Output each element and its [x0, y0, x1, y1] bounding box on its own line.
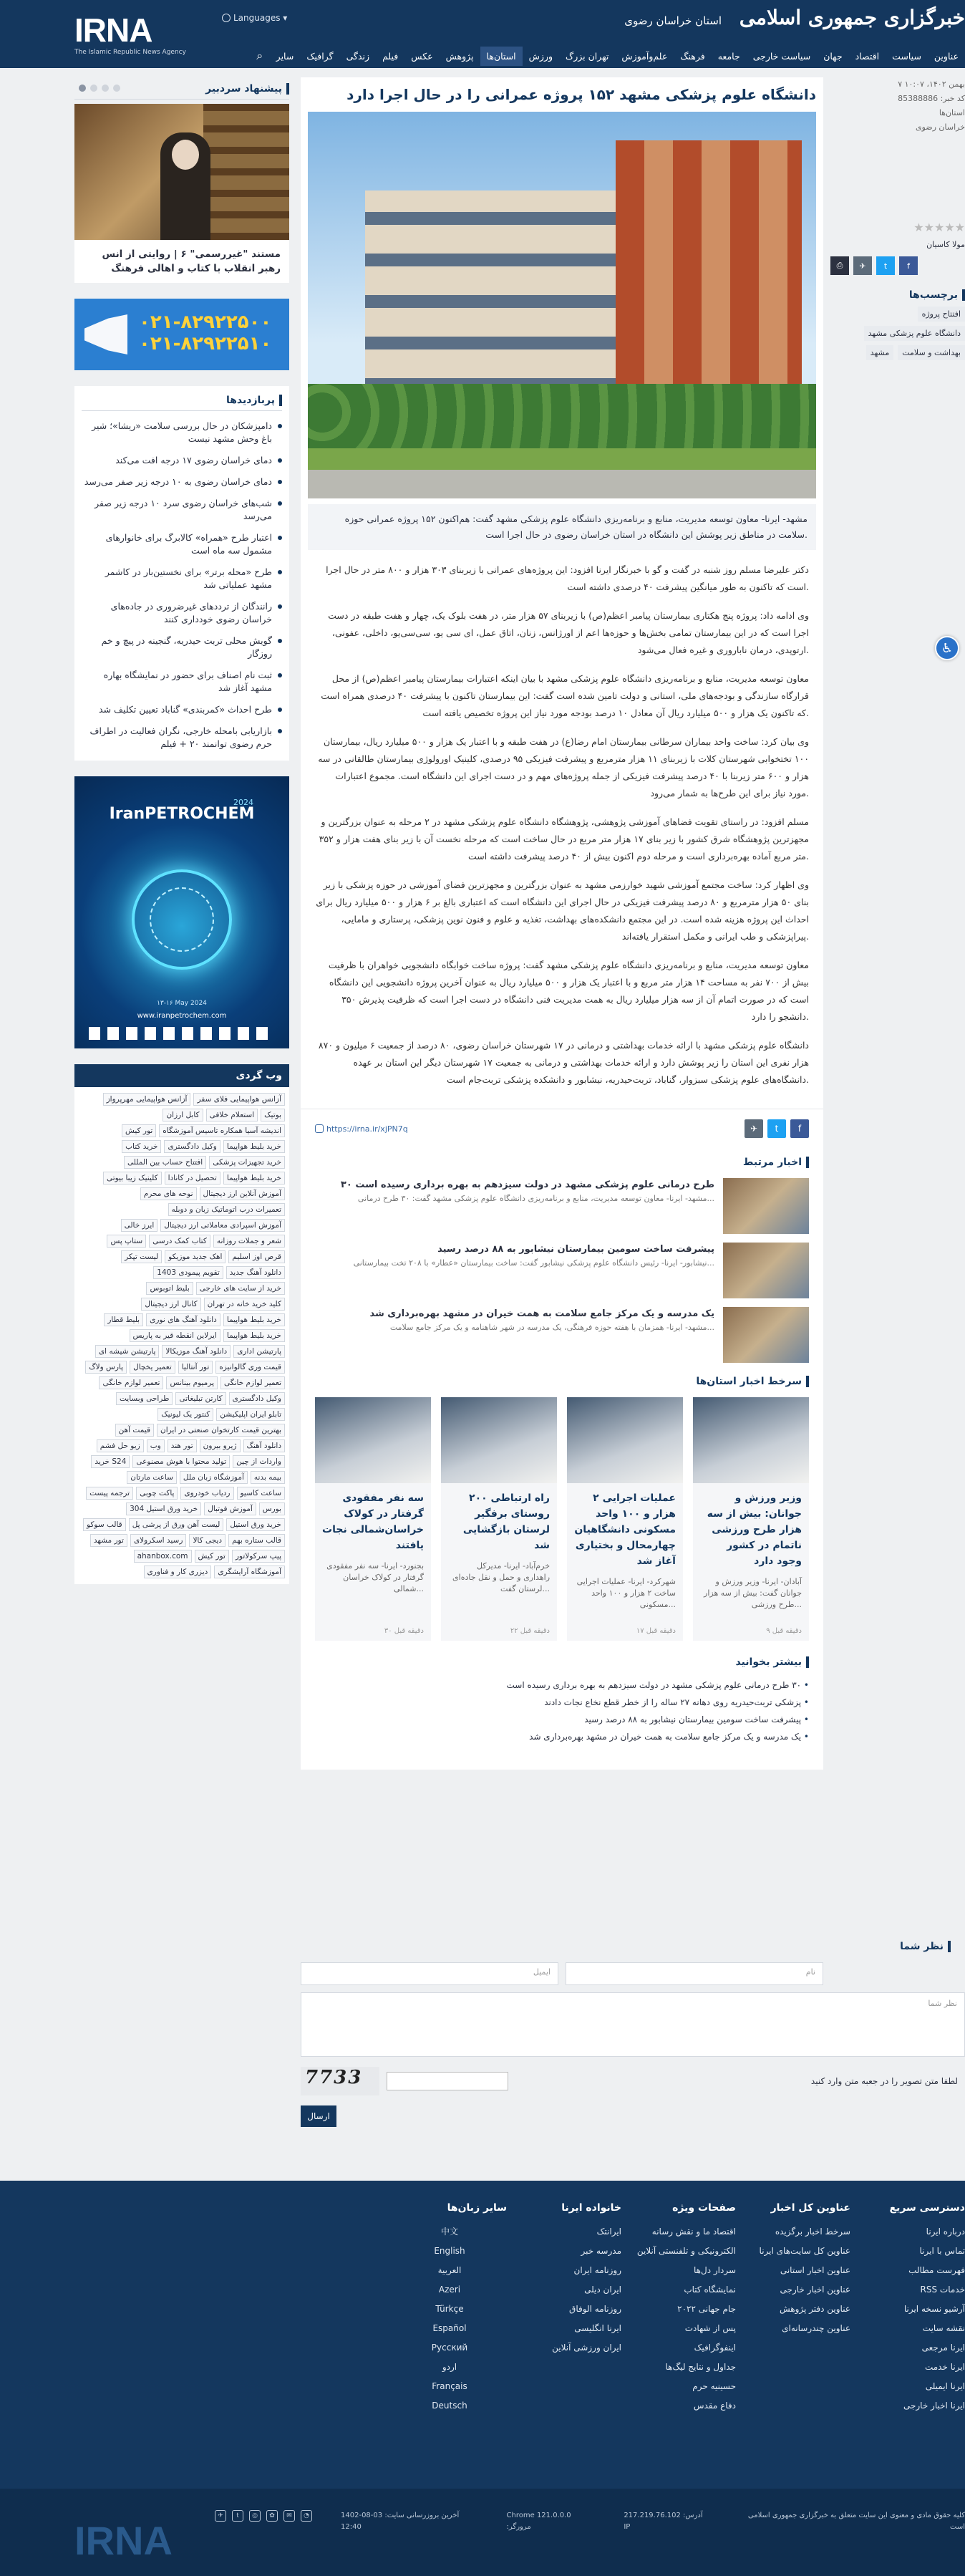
nav-item[interactable]: جامعه	[717, 50, 740, 62]
list-item[interactable]: بازاریابی بامحله خارجی، نگران فعالیت در اطراف حرم رضوی توانمند ۲۰ + فیلم	[82, 720, 282, 755]
related-item[interactable]: پیشرفت ساخت سومین بیمارستان نیشابور به ۸۸ درصد رسید نیشابور- ایرنا- رئیس دانشگاه علوم پزشکی نیشابور گفت: ساخت بیمارستان «عطار» با ۲۰۸ تخت بیمارستانی...	[301, 1238, 823, 1303]
web-link[interactable]: رسید اسکرولای	[130, 1534, 186, 1547]
web-link[interactable]: پاکت چوبی	[136, 1487, 178, 1500]
web-link[interactable]: ستاپ پس	[107, 1235, 146, 1248]
copyright: کلیه حقوق مادی و معنوی این سایت متعلق به خبرگزاری جمهوری اسلامی است	[747, 2512, 965, 2531]
tag[interactable]: بهداشت و سلامت	[898, 345, 965, 360]
web-link[interactable]: آزانس هواپیمایی فلای سفر	[193, 1093, 285, 1106]
sidebar	[74, 80, 289, 1584]
web-link[interactable]: دانلود آهنگ جدید	[226, 1266, 285, 1279]
twitter-icon[interactable]: t	[232, 2510, 243, 2522]
tag[interactable]: مشهد	[866, 345, 894, 360]
update-info: آخرین بروزرسانی سایت: 03-08-1402 12:40	[341, 2512, 460, 2531]
web-link[interactable]: خرید کتاب	[122, 1140, 161, 1153]
telegram-icon[interactable]: ✈	[745, 1119, 763, 1138]
web-link[interactable]: نوحه های محرم	[140, 1187, 197, 1200]
tag[interactable]: افتتاح پروژه	[918, 307, 965, 322]
web-link[interactable]: زیو حل فشم	[97, 1439, 144, 1452]
web-link[interactable]: واردات از چین	[233, 1455, 285, 1468]
footer	[0, 2181, 965, 2576]
related-item[interactable]: ۳۰ طرح درمانی علوم پزشکی مشهد در دولت سیزدهم به بهره برداری رسیده است مشهد- ایرنا- معاون توسعه مدیریت، منابع و برنامه‌ریزی دانشگاه علوم پزشکی مشهد گفت: ۳۰ طرح درمانی...	[301, 1174, 823, 1238]
footer-link[interactable]: ایرنا خدمت	[924, 2362, 965, 2372]
email-icon[interactable]: ✉	[283, 2510, 295, 2522]
brand-title: خبرگزاری جمهوری اسلامی	[739, 6, 965, 29]
footer-link[interactable]: درباره ایرنا	[926, 2227, 965, 2237]
footer-link[interactable]: دفاع مقدس	[693, 2401, 736, 2411]
footer-link[interactable]: ایرنا مرجعی	[921, 2343, 965, 2353]
footer-column	[850, 2202, 965, 2416]
web-link[interactable]: آموزش اسپرادی معاملاتی ارز دیجیتال	[160, 1219, 285, 1232]
footer-link[interactable]: حسینیه حرم	[692, 2381, 736, 2391]
footer-link[interactable]: مدرسه خبر	[581, 2246, 621, 2256]
web-link[interactable]: دیجی کالا	[189, 1534, 226, 1547]
footer-column	[736, 2202, 850, 2416]
footer-bottom	[0, 2489, 965, 2576]
web-link[interactable]: کارتن تبلیغاتی	[175, 1392, 226, 1405]
paragraph: معاون توسعه مدیریت، منابع و برنامه‌ریزی دانشگاه علوم پزشکی مشهد با بیان اینکه اعتبارات بیمارستان پیامبر اعظم(ص) از محل قرارگاه سازندگی و بودجه‌های ملی، استانی و دولت تامین شده است گفت: این بیمارستان تاکنون با پیشرفت ۴۰ درصدی همراه است که تاکنون یک هزار و ۵۰۰ میلیارد ریال آن معادل ۱۰ درصد بودجه مورد نیاز این پروژه تخصیص یافته است.	[321, 673, 809, 718]
paragraph: دانشگاه علوم پزشکی مشهد با ارائه خدمات بهداشتی و درمانی در ۱۷ شهرستان خراسان رضوی، ۸۰ درصد از جمعیت ۶ میلیون و ۸۷۰ هزار نفری این استان را زیر پوشش دارد و ارائه خدمات بهداشتی و درمانی به جمعیت ۱۷ شهرستان دیگر این استان بر عهده دانشگاه‌های علوم پزشکی سبزوار، گناباد، تربت‌حیدریه، نیشابور و دانشکده پزشکی تربت‌جام است.	[318, 1040, 809, 1085]
footer-link[interactable]: نمایشگاه کتاب	[684, 2285, 736, 2295]
web-link[interactable]: کتاب کمک درسی	[149, 1235, 210, 1248]
footer-link[interactable]: Deutsch	[432, 2401, 467, 2411]
web-link[interactable]: دانلود آهنگ های نوری	[146, 1313, 220, 1326]
footer-link[interactable]: Azeri	[438, 2285, 461, 2295]
more-news	[301, 1674, 823, 1748]
browser-info: Chrome 121.0.0.0 :مرورگر	[506, 2512, 571, 2531]
web-link[interactable]: دیزری کار و فناوری	[144, 1566, 212, 1578]
aparat-icon[interactable]: ✿	[266, 2510, 278, 2522]
web-link[interactable]: کلینیک زیبا بیوتی	[103, 1172, 162, 1185]
share-row	[301, 1109, 823, 1148]
related-title: اخبار مرتبط	[301, 1148, 823, 1174]
paragraph: معاون توسعه مدیریت، منابع و برنامه‌ریزی دانشگاه علوم پزشکی مشهد گفت: پروژه ساخت خوابگاه دانشجویی خواهران با ظرفیت بیش از ۷۰۰ نفر به مساحت ۱۴ هزار متر مربع و با اعتبار یک هزار و ۵۰۰ میلیارد ریال به عنوان آخرین پروژه دانشجویی این دانشگاه است که در صورت اتمام آن از سه هزار میلیارد ریال به همت مدیریت فنی دانشگاه در دست اجرا است که ظرفیت پذیرش ۳۵۰ دانشجو را دارد.	[328, 960, 809, 1022]
web-link[interactable]: تعمیر لوازم خانگی	[220, 1376, 285, 1389]
web-link[interactable]: تقویم پیمودی 1403	[153, 1266, 223, 1279]
web-link[interactable]: اهک جدید موزیکو	[165, 1250, 226, 1263]
web-link[interactable]: بلیط اتوبوس	[146, 1282, 193, 1295]
short-link[interactable]: https://irna.ir/xjPN7q	[315, 1124, 408, 1134]
footer-column-title: عناوین کل اخبار	[770, 2202, 850, 2214]
accessibility-icon[interactable]: ♿	[935, 636, 959, 660]
nav-item[interactable]: علم‌وآموزش	[621, 50, 668, 62]
facebook-icon[interactable]: f	[899, 256, 918, 275]
paragraph: وی اظهار کرد: ساخت مجتمع آموزشی شهید خوارزمی مشهد به عنوان بزرگترین و مجهزترین فضای آموزشی در حوزه پزشکی با زیر بنای ۵۰ هزار مترمربع و ۸۰ درصد پیشرفت فیزیکی در حال اجرای این دانشگاه است که اعتباری بالغ بر ۶ هزار و ۵۰۰ میلیارد ریال برای احداث این پروژه هزینه شده است. در این مجتمع دانشکده‌های بهداشت، تغذیه و علوم و فنون نوین پزشکی، پرستاری و مامایی، پیراپزشکی و طب ایرانی و مکمل استقرار یافته‌اند.	[316, 879, 809, 942]
languages-menu[interactable]: Languages ▾	[222, 13, 287, 23]
carousel-dots[interactable]	[79, 85, 120, 92]
nav-item[interactable]: اقتصاد	[855, 50, 880, 62]
web-link[interactable]: ترجمه پیست	[86, 1487, 133, 1500]
footer-link[interactable]: ایران دیلی	[584, 2285, 621, 2295]
footer-link[interactable]: العربية	[437, 2265, 462, 2275]
comment-form: نظر شما ایمیل نام نظر شما 7733 لطفا متن تصویر را در جعبه متن وارد کنید ارسال	[301, 1941, 965, 2127]
footer-link[interactable]: عناوین کل سایت‌های ایرنا	[759, 2246, 850, 2256]
footer-link[interactable]: Русский	[431, 2343, 468, 2353]
web-link[interactable]: لیست تپکر	[121, 1250, 162, 1263]
web-link[interactable]: پارتیشن شیشه ای	[95, 1345, 159, 1358]
nav-item[interactable]: فرهنگ	[680, 50, 705, 62]
list-item[interactable]: اعتبار طرح «همراه» کالابرگ برای خانوارهای مشمول سه ماه است	[82, 527, 282, 561]
editor-pick-image[interactable]	[74, 104, 289, 240]
footer-link[interactable]: Türkçe	[435, 2304, 464, 2314]
paragraph: وی بیان کرد: ساخت واحد بیماران سرطانی بیمارستان امام رضا(ع) در هفت طبقه و با اعتبار یک هزار و ۵۰۰ میلیارد ریال، بیمارستان ۱۰۰ تختخوابی شهرستان کلات با زیربنای ۱۱ هزار مترمربع و پیشرفت فیزیکی ۹۵ درصدی، کلینیک اورولوژی بیمارستان طالقانی در سه هزار و ۶۰۰ متر زیربنا با ۴۰ درصد پیشرفت فیزیکی از جمله پروژه‌های مهم و در دست اجرای این دانشگاه است. مجموع اعتبارات مورد نیاز برای این طرح‌ها به شمار می‌رود.	[318, 736, 809, 799]
footer-link[interactable]: ایران ورزشی آنلاین	[552, 2343, 621, 2353]
send-button[interactable]: ارسال	[301, 2105, 336, 2127]
web-link[interactable]: آموزش آنلاین ارز دیجیتال	[200, 1187, 286, 1200]
web-link[interactable]: قیمت آهن	[115, 1424, 154, 1437]
web-link[interactable]: آموزش فوتبال	[204, 1502, 256, 1515]
web-link[interactable]: قیمت وری گالوانیزه	[215, 1361, 285, 1374]
footer-column-title: خانواده ایرنا	[561, 2202, 621, 2214]
footer-column	[621, 2202, 736, 2416]
web-link[interactable]: کلید خرید خانه در تهران	[204, 1298, 285, 1311]
web-link[interactable]: خرید بلیط هواپیما	[223, 1313, 285, 1326]
article-province[interactable]: خراسان رضوی	[915, 122, 965, 132]
footer-link[interactable]: سردار دل‌ها	[693, 2265, 736, 2275]
web-link[interactable]: قرص اوز اسلیم	[228, 1250, 285, 1263]
article-date: ۷ بهمن ۱۴۰۲، ۱۰:۰۷	[898, 79, 965, 89]
web-link[interactable]: ژیرو بیرون	[200, 1439, 241, 1452]
list-item[interactable]: • ۳۰ طرح درمانی علوم پزشکی مشهد در دولت سیزدهم به بهره برداری رسیده است	[315, 1677, 809, 1694]
paragraph: وی ادامه داد: پروژه پنج هکتاری بیمارستان پیامبر اعظم(ص) با زیربنای ۵۷ هزار متر، در هفت بلوک یک، چهار و هفت طبقه در دست اجرا است که در این بیمارستان تمامی بخش‌ها و حوزه‌ها اعم از اورژانس، زنان، اتاق عمل، ای سی یو، سی‌سی‌یو، داخلی، عفونی، ارتوپدی، درمان ناباروری و غیره فعال می‌شود.	[328, 610, 809, 655]
news-card[interactable]: وزیر ورزش و جوانان: بیش از سه هزار طرح ورزشی ناتمام در کشور وجود دارد آبادان- ایرنا- وزیر ورزش و جوانان گفت: بیش از سه هزار طرح ورزشی... ۹ دقیقه قبل	[693, 1397, 809, 1641]
nav-item[interactable]: تهران بزرگ	[566, 50, 609, 62]
list-item[interactable]: گویش محلی تربت حیدریه، گنجینه در پیچ و خم روزگار	[82, 630, 282, 665]
article	[301, 77, 823, 1770]
rating-stars[interactable]: ★★★★★	[913, 221, 965, 234]
most-visited: پربازدیدها دامپزشکان در حال بررسی سلامت «ریشا»؛ شیر باغ وحش مشهد نیست دمای خراسان رضوی ۱۷ درجه افت می‌کند دمای خراسان رضوی به ۱۰ درجه زیر صفر می‌رسد شب‌های خراسان رضوی سرد ۱۰ درجه زیر صفر می‌رسد اعتبار طرح «همراه» کالابرگ برای خانوارهای مشمول سه ماه است طرح «محله برتر» برای نخستین‌بار در کاشمر مشهد عملیاتی شد رانندگان از تردد‌های غیرضروری در جاده‌های خراسان رضوی خودداری کنند گویش محلی تربت حیدریه، گنجینه در پیچ و خم روزگار ثبت نام اصناف برای حضور در نمایشگاه بهاره مشهد آغاز شد طرح احداث «کمربندی» گناباد تعیین تکلیف شد بازاریابی بامحله خارجی، نگران فعالیت در اطراف حرم رضوی توانمند ۲۰ + فیلم	[74, 386, 289, 761]
megaphone-icon	[84, 314, 127, 354]
link-icon	[315, 1124, 324, 1133]
web-link[interactable]: وب	[147, 1439, 165, 1452]
web-link[interactable]: تولید محتوا با هوش مصنوعی	[132, 1455, 230, 1468]
nav-item[interactable]: عکس	[411, 50, 433, 62]
web-link[interactable]: ایرز خالی	[121, 1219, 158, 1232]
site-header	[0, 0, 965, 68]
main-nav	[235, 44, 965, 67]
footer-link[interactable]: ایرنا انگلیسی	[574, 2323, 621, 2333]
web-link[interactable]: ردیاب خودروی	[180, 1487, 233, 1500]
web-link[interactable]: تعمیر یخچال	[130, 1361, 175, 1374]
captcha-label: لطفا متن تصویر را در جعبه متن وارد کنید	[810, 2076, 958, 2086]
paragraph: مسلم افزود: در راستای تقویت فضاهای آموزشی پژوهشی، پژوهشگاه دانشگاه علوم پزشکی مشهد در ۲ مرحله به عنوان بزرگترین و مجهزترین پژوهشگاه شرق کشور با زیر بنای ۱۷ هزار متر مربع در حال ساخت است که مرحله نخست آن با زیر بنای هفت هزار و ۳۵۲ متر مربع آماده بهره‌برداری است و مرحله دوم اکنون بیش از ۴۰ درصد پیشرفت داشته است.	[319, 816, 809, 862]
footer-link[interactable]: جداول و نتایج لیگ‌ها	[665, 2362, 736, 2372]
web-link[interactable]: تعمیرات درب اتوماتیک زبان و دوبله	[168, 1203, 285, 1216]
list-item[interactable]: دامپزشکان در حال بررسی سلامت «ریشا»؛ شیر باغ وحش مشهد نیست	[82, 415, 282, 450]
related-item[interactable]: یک مدرسه و یک مرکز جامع سلامت به همت خیران در مشهد بهره‌برداری شد مشهد- ایرنا- همزمان با هفته حوزه فرهنگی، یک مدرسه در شهر شاهنامه و یک مرکز جامع سلامت...	[301, 1303, 823, 1367]
web-link[interactable]: بیمه بدنه	[251, 1471, 285, 1484]
web-links	[74, 1087, 289, 1584]
web-link[interactable]: کابل ارزان	[163, 1109, 203, 1121]
web-link[interactable]: تور کیش	[122, 1124, 156, 1137]
list-item[interactable]: • یک مدرسه و یک مرکز جامع سلامت به همت خیران در مشهد بهره‌برداری شد	[315, 1728, 809, 1745]
web-link[interactable]: استعلام خلافی	[206, 1109, 258, 1121]
footer-link[interactable]: عناوین اخبار استانی	[780, 2265, 850, 2275]
web-link[interactable]: بورس	[259, 1502, 285, 1515]
list-item[interactable]: طرح احداث «کمربندی» گناباد تعیین تکلیف شد	[82, 699, 282, 720]
web-link[interactable]: وکیل دادگستری	[164, 1140, 220, 1153]
nav-item[interactable]: گرافیک	[306, 50, 334, 62]
web-link[interactable]: ساعت مارتان	[127, 1471, 177, 1484]
web-link[interactable]: خرید از سایت های خارجی	[196, 1282, 285, 1295]
web-link[interactable]: پرمیوم بینانس	[166, 1376, 218, 1389]
footer-link[interactable]: پس از شهادت	[684, 2323, 736, 2333]
footer-column	[507, 2202, 621, 2416]
footer-column-title: سایر زبان‌ها	[447, 2202, 507, 2214]
email-field[interactable]: ایمیل	[301, 1962, 558, 1985]
list-item[interactable]: طرح «محله برتر» برای نخستین‌بار در کاشمر مشهد عملیاتی شد	[82, 561, 282, 596]
search-icon[interactable]: ⌕	[256, 49, 263, 62]
web-link[interactable]: پیپ سرکولاتور	[232, 1550, 285, 1563]
captcha-image: 7733	[301, 2067, 379, 2095]
web-link[interactable]: قالب سوکو	[83, 1518, 126, 1531]
article-body	[301, 556, 823, 1094]
footer-link[interactable]: عناوین چندرسانه‌ای	[782, 2323, 850, 2333]
footer-link[interactable]: 中文	[440, 2227, 458, 2237]
web-link[interactable]: تور کیش	[195, 1550, 229, 1563]
nav-item[interactable]: عناوین	[934, 50, 959, 62]
footer-link[interactable]: روزنامه ایران	[573, 2265, 621, 2275]
footer-link[interactable]: اینفوگرافیک	[694, 2343, 736, 2353]
web-link[interactable]: تور آنتالیا	[178, 1361, 213, 1374]
web-link[interactable]: خرید S24	[91, 1455, 130, 1468]
footer-link[interactable]: نقشه سایت	[922, 2323, 965, 2333]
footer-link[interactable]: جام جهانی ۲۰۲۲	[677, 2304, 736, 2314]
web-link[interactable]: دانلود آهنگ موزیکالا	[162, 1345, 231, 1358]
list-item[interactable]: دمای خراسان رضوی به ۱۰ درجه زیر صفر می‌رسد	[82, 471, 282, 493]
web-link[interactable]: قالب ستاره بهم	[228, 1534, 285, 1547]
irna-logo[interactable]: IRNA The Islamic Republic News Agency	[74, 11, 186, 56]
footer-link[interactable]: روزنامه الوفاق	[569, 2304, 621, 2314]
footer-link[interactable]: اردو	[442, 2362, 457, 2372]
name-field[interactable]: نام	[566, 1962, 823, 1985]
comment-textarea[interactable]: نظر شما	[301, 1992, 965, 2057]
print-icon[interactable]: ⎙	[830, 256, 849, 275]
captcha-input[interactable]	[387, 2072, 508, 2090]
province-news	[301, 1393, 823, 1648]
footer-column	[392, 2202, 507, 2416]
list-item[interactable]: • پزشکی تربت‌حیدریه روی دهانه ۲۷ ساله را از خطر قطع نخاع نجات دادند	[315, 1694, 809, 1711]
twitter-icon[interactable]: t	[876, 256, 895, 275]
footer-link[interactable]: ایرنا اخبار خارجی	[903, 2401, 965, 2411]
province-news-title: سرخط اخبار استان‌ها	[301, 1367, 823, 1393]
web-link[interactable]: تحصیل در کانادا	[165, 1172, 220, 1185]
web-link[interactable]: کانال ارز دیجیتال	[141, 1298, 200, 1311]
article-image	[308, 112, 816, 498]
nav-item[interactable]: فیلم	[382, 50, 399, 62]
footer-column-title: صفحات ویژه	[672, 2202, 736, 2214]
web-link[interactable]: لیست آهن ورق از پرشی پل	[129, 1518, 224, 1531]
telegram-icon[interactable]: ✈	[853, 256, 872, 275]
web-link[interactable]: اندیشه آسیا همکاره تاسیس آموزشگاه	[159, 1124, 285, 1137]
footer-link[interactable]: الکترونیکی و تلفنستی آنلاین	[636, 2246, 736, 2256]
ip-info: 217.219.76.102 :آدرس IP	[624, 2512, 703, 2531]
web-link[interactable]: تعمیر لوازم خانگی	[99, 1376, 163, 1389]
telegram-icon[interactable]: ✈	[215, 2510, 226, 2522]
web-link[interactable]: طراحی وبسایت	[116, 1392, 173, 1405]
web-link[interactable]: خرید بلیط هواپیما	[223, 1140, 285, 1153]
nav-item[interactable]: سایر	[276, 50, 294, 62]
author: مولا کاسیان	[926, 240, 965, 249]
footer-link[interactable]: Español	[432, 2323, 467, 2333]
news-card[interactable]: سه نفر مفقودی گرفتار در کولاک خراسان‌شمالی نجات یافتند بجنورد- ایرنا- سه نفر مفقودی گرفتار در کولاک خراسان شمالی... ۳۰ دقیقه قبل	[315, 1397, 431, 1641]
web-link[interactable]: آموزشگاه زبان ملل	[180, 1471, 248, 1484]
nav-item[interactable]: زندگی	[346, 50, 370, 62]
nav-item-active[interactable]: استان‌ها	[480, 47, 523, 66]
web-link[interactable]: خرید تجهیزات پزشکی	[209, 1156, 285, 1169]
web-link[interactable]: بوتیک	[261, 1109, 285, 1121]
footer-link[interactable]: ایرانتک	[596, 2227, 621, 2237]
web-link[interactable]: بهترین قیمت کارتخوان صنعتی در ایران	[157, 1424, 285, 1437]
paragraph: دکتر علیرضا مسلم روز شنبه در گفت و گو با خبرنگار ایرنا افزود: این پروژه‌های عمرانی با زیربنای ۳۰۳ هزار و ۸۰۰ متر در حال اجرا است که تاکنون به طور میانگین پیشرفت ۴۰ درصدی داشته است.	[326, 564, 809, 592]
thumbnail	[723, 1178, 809, 1234]
list-item[interactable]: رانندگان از تردد‌های غیرضروری در جاده‌های خراسان رضوی خودداری کنند	[82, 596, 282, 630]
tags-title: برچسب‌ها	[830, 289, 965, 301]
nav-item[interactable]: سیاست خارجی	[752, 50, 811, 62]
news-card[interactable]: عملیات اجرایی ۲ هزار و ۱۰۰ واحد مسکونی دانشگاهیان چهارمحال و بختیاری آغاز شد شهرکرد- ایرنا- عملیات اجرایی ساخت ۲ هزار و ۱۰۰ واحد مسکونی... ۱۷ دقیقه قبل	[567, 1397, 683, 1641]
footer-logo: IRNA	[74, 2518, 173, 2563]
web-link[interactable]: کنتور یک لیونیک	[157, 1408, 213, 1421]
web-link[interactable]: خرید ورق استیل	[226, 1518, 285, 1531]
list-item[interactable]: شب‌های خراسان رضوی سرد ۱۰ درجه زیر صفر می‌رسد	[82, 493, 282, 527]
article-section[interactable]: استان‌ها	[939, 108, 965, 117]
footer-link[interactable]: Français	[432, 2381, 467, 2391]
footer-link[interactable]: عناوین اخبار خارجی	[780, 2285, 850, 2295]
footer-link[interactable]: عناوین دفتر پژوهش	[779, 2304, 850, 2314]
nav-item[interactable]: ورزش	[528, 50, 553, 62]
web-link[interactable]: شعر و جملات روزانه	[213, 1235, 285, 1248]
web-link[interactable]: بلیط قطار	[104, 1313, 143, 1326]
footer-link[interactable]: تماس با ایرنا	[919, 2246, 965, 2256]
footer-link[interactable]: فهرست مطالب	[908, 2265, 965, 2275]
phone-banner[interactable]: ۰۲۱-۸۲۹۲۲۵۰۰ ۰۲۱-۸۲۹۲۲۵۱۰	[74, 299, 289, 370]
web-link[interactable]: خرید بلیط هواپیما	[223, 1172, 285, 1185]
footer-link[interactable]: English	[434, 2246, 465, 2256]
web-link[interactable]: پارس ولاگ	[85, 1361, 127, 1374]
facebook-icon[interactable]: f	[790, 1119, 809, 1138]
list-item[interactable]: ثبت نام اصناف برای حضور در نمایشگاه بهاره مشهد آغاز شد	[82, 665, 282, 699]
web-link[interactable]: خرید ورق استیل 304	[126, 1502, 201, 1515]
footer-link[interactable]: اقتصاد ما و نقش رسانه	[651, 2227, 736, 2237]
globe-icon	[222, 14, 231, 22]
nav-item[interactable]: جهان	[823, 50, 843, 62]
web-links-box: وب گردی آزانس هواپیمایی فلای سفر آزانس هواپیمایی مهرپرواز بوتیک استعلام خلافی کابل ارزان اندیشه آسیا همکاره تاسیس آموزشگاه تور کیش خرید بلیط هواپیما وکیل دادگستری خرید کتاب خرید تجهیزات پزشکی افتتاح حساب بین المللی خرید بلیط هواپیما تحصیل در کانادا کلینیک زیبا بیوتی آموزش آنلاین ارز دیجیتال نوحه های محرم تعمیرات درب اتوماتیک زبان و دوبله آموزش اسپرادی معاملاتی ارز دیجیتال ایرز خالی شعر و جملات روزانه کتاب کمک درسی ستاپ پس قرص اوز اسلیم اهک جدید موزیکو لیست تپکر دانلود آهنگ جدید تقویم پیمودی 1403 خرید از سایت های خارجی بلیط اتوبوس کلید خرید خانه در تهران کانال ارز دیجیتال خرید بلیط هواپیما دانلود آهنگ های نوری بلیط قطار خرید بلیط هواپیما ایرلاین انقطه قیر به پاریس پارتیشن اداری دانلود آهنگ موزیکالا پارتیشن شیشه ای قیمت وری گالوانیزه تور آنتالیا تعمیر یخچال پارس ولاگ تعمیر لوازم خانگی پرمیوم بینانس تعمیر لوازم خانگی وکیل دادگستری کارتن تبلیغاتی طراحی وبسایت تابلو ایران اپلیکیشن کنتور یک لیونیک بهترین قیمت کارتخوان صنعتی در ایران قیمت آهن دانلود آهنگ ژیرو بیرون تور هند وب زیو حل فشم واردات از چین تولید محتوا با هوش مصنوعی خرید S24 بیمه بدنه آموزشگاه زبان ملل ساعت مارتان ساعت کاسیو ردیاب خودروی پاکت چوبی ترجمه پیست بورس آموزش فوتبال خرید ورق استیل 304 خرید ورق استیل لیست آهن ورق از پرشی پل قالب سوکو قالب ستاره بهم دیجی کالا رسید اسکرولای تور مشهد پیپ سرکولاتور تور کیش ahanbox.com آموزشگاه آرایشگری دیزری کار و فناوری	[74, 1064, 289, 1584]
footer-link[interactable]: آرشیو نسخه ایرنا	[903, 2304, 965, 2314]
web-link[interactable]: ایرلاین انقطه قیر به پاریس	[130, 1329, 220, 1342]
twitter-icon[interactable]: t	[767, 1119, 786, 1138]
editor-pick-caption[interactable]: مستند "غیررسمی" ۶ | روایتی از انس رهبر انقلاب با کتاب و اهالی فرهنگ	[74, 240, 289, 283]
thumbnail	[723, 1307, 809, 1363]
web-link[interactable]: خرید بلیط هواپیما	[223, 1329, 285, 1342]
article-title: دانشگاه علوم پزشکی مشهد ۱۵۲ پروژه عمرانی را در حال اجرا دارد	[346, 86, 816, 103]
web-link[interactable]: تور هند	[168, 1439, 197, 1452]
footer-column-title: دسترسی سریع	[889, 2202, 965, 2214]
list-item[interactable]: • پیشرفت ساخت سومین بیمارستان نیشابور به ۸۸ درصد رسید	[315, 1711, 809, 1728]
web-link[interactable]: ساعت کاسیو	[237, 1487, 286, 1500]
thumbnail	[723, 1243, 809, 1298]
region-title: استان خراسان رضوی	[624, 14, 722, 27]
web-link[interactable]: آموزشگاه آرایشگری	[214, 1566, 285, 1578]
more-news-title: بیشتر بخوانید	[301, 1648, 823, 1674]
web-link[interactable]: پارتیشن اداری	[233, 1345, 285, 1358]
web-link[interactable]: ahanbox.com	[134, 1550, 192, 1563]
footer-link[interactable]: RSS خدمات	[920, 2285, 965, 2295]
nav-item[interactable]: پژوهش	[445, 50, 474, 62]
petrochem-banner[interactable]: 2024 IranPETROCHEM ۱۳-۱۶ May 2024 www.iranpetrochem.com	[74, 776, 289, 1048]
web-link[interactable]: وکیل دادگستری	[229, 1392, 285, 1405]
article-lead: مشهد- ایرنا- معاون توسعه مدیریت، منابع و برنامه‌ریزی دانشگاه علوم پزشکی مشهد گفت: هم‌اکنون ۱۵۲ پروژه عمرانی حوزه سلامت در مناطق زیر پوشش این دانشگاه در استان خراسان رضوی در حال اجرا است.	[308, 504, 816, 550]
web-link[interactable]: افتتاح حساب بین المللی	[124, 1156, 206, 1169]
rss-icon[interactable]: ◔	[301, 2510, 312, 2522]
web-link[interactable]: تور مشهد	[90, 1534, 127, 1547]
nav-item[interactable]: سیاست	[892, 50, 921, 62]
footer-link[interactable]: سرخط اخبار برگزیده	[775, 2227, 850, 2237]
web-link[interactable]: دانلود آهنگ	[243, 1439, 285, 1452]
footer-link[interactable]: ایرنا ایمیلی	[925, 2381, 965, 2391]
web-link[interactable]: آزانس هواپیمایی مهرپرواز	[103, 1093, 191, 1106]
web-link[interactable]: تابلو ایران اپلیکیشن	[216, 1408, 285, 1421]
article-meta	[830, 77, 965, 360]
article-code: کد خبر: 85388886	[898, 94, 965, 103]
news-card[interactable]: راه ارتباطی ۲۰۰ روستای برفگیر لرستان بازگشایی شد خرم‌آباد- ایرنا- مدیرکل راهداری و حمل و نقل جاده‌ای لرستان گفت... ۲۲ دقیقه قبل	[441, 1397, 557, 1641]
tags	[830, 307, 965, 360]
tag[interactable]: دانشگاه علوم پزشکی مشهد	[864, 326, 965, 341]
suggested-title: پیشنهاد سردبیر	[74, 80, 289, 100]
instagram-icon[interactable]: ◎	[249, 2510, 261, 2522]
list-item[interactable]: دمای خراسان رضوی ۱۷ درجه افت می‌کند	[82, 450, 282, 471]
